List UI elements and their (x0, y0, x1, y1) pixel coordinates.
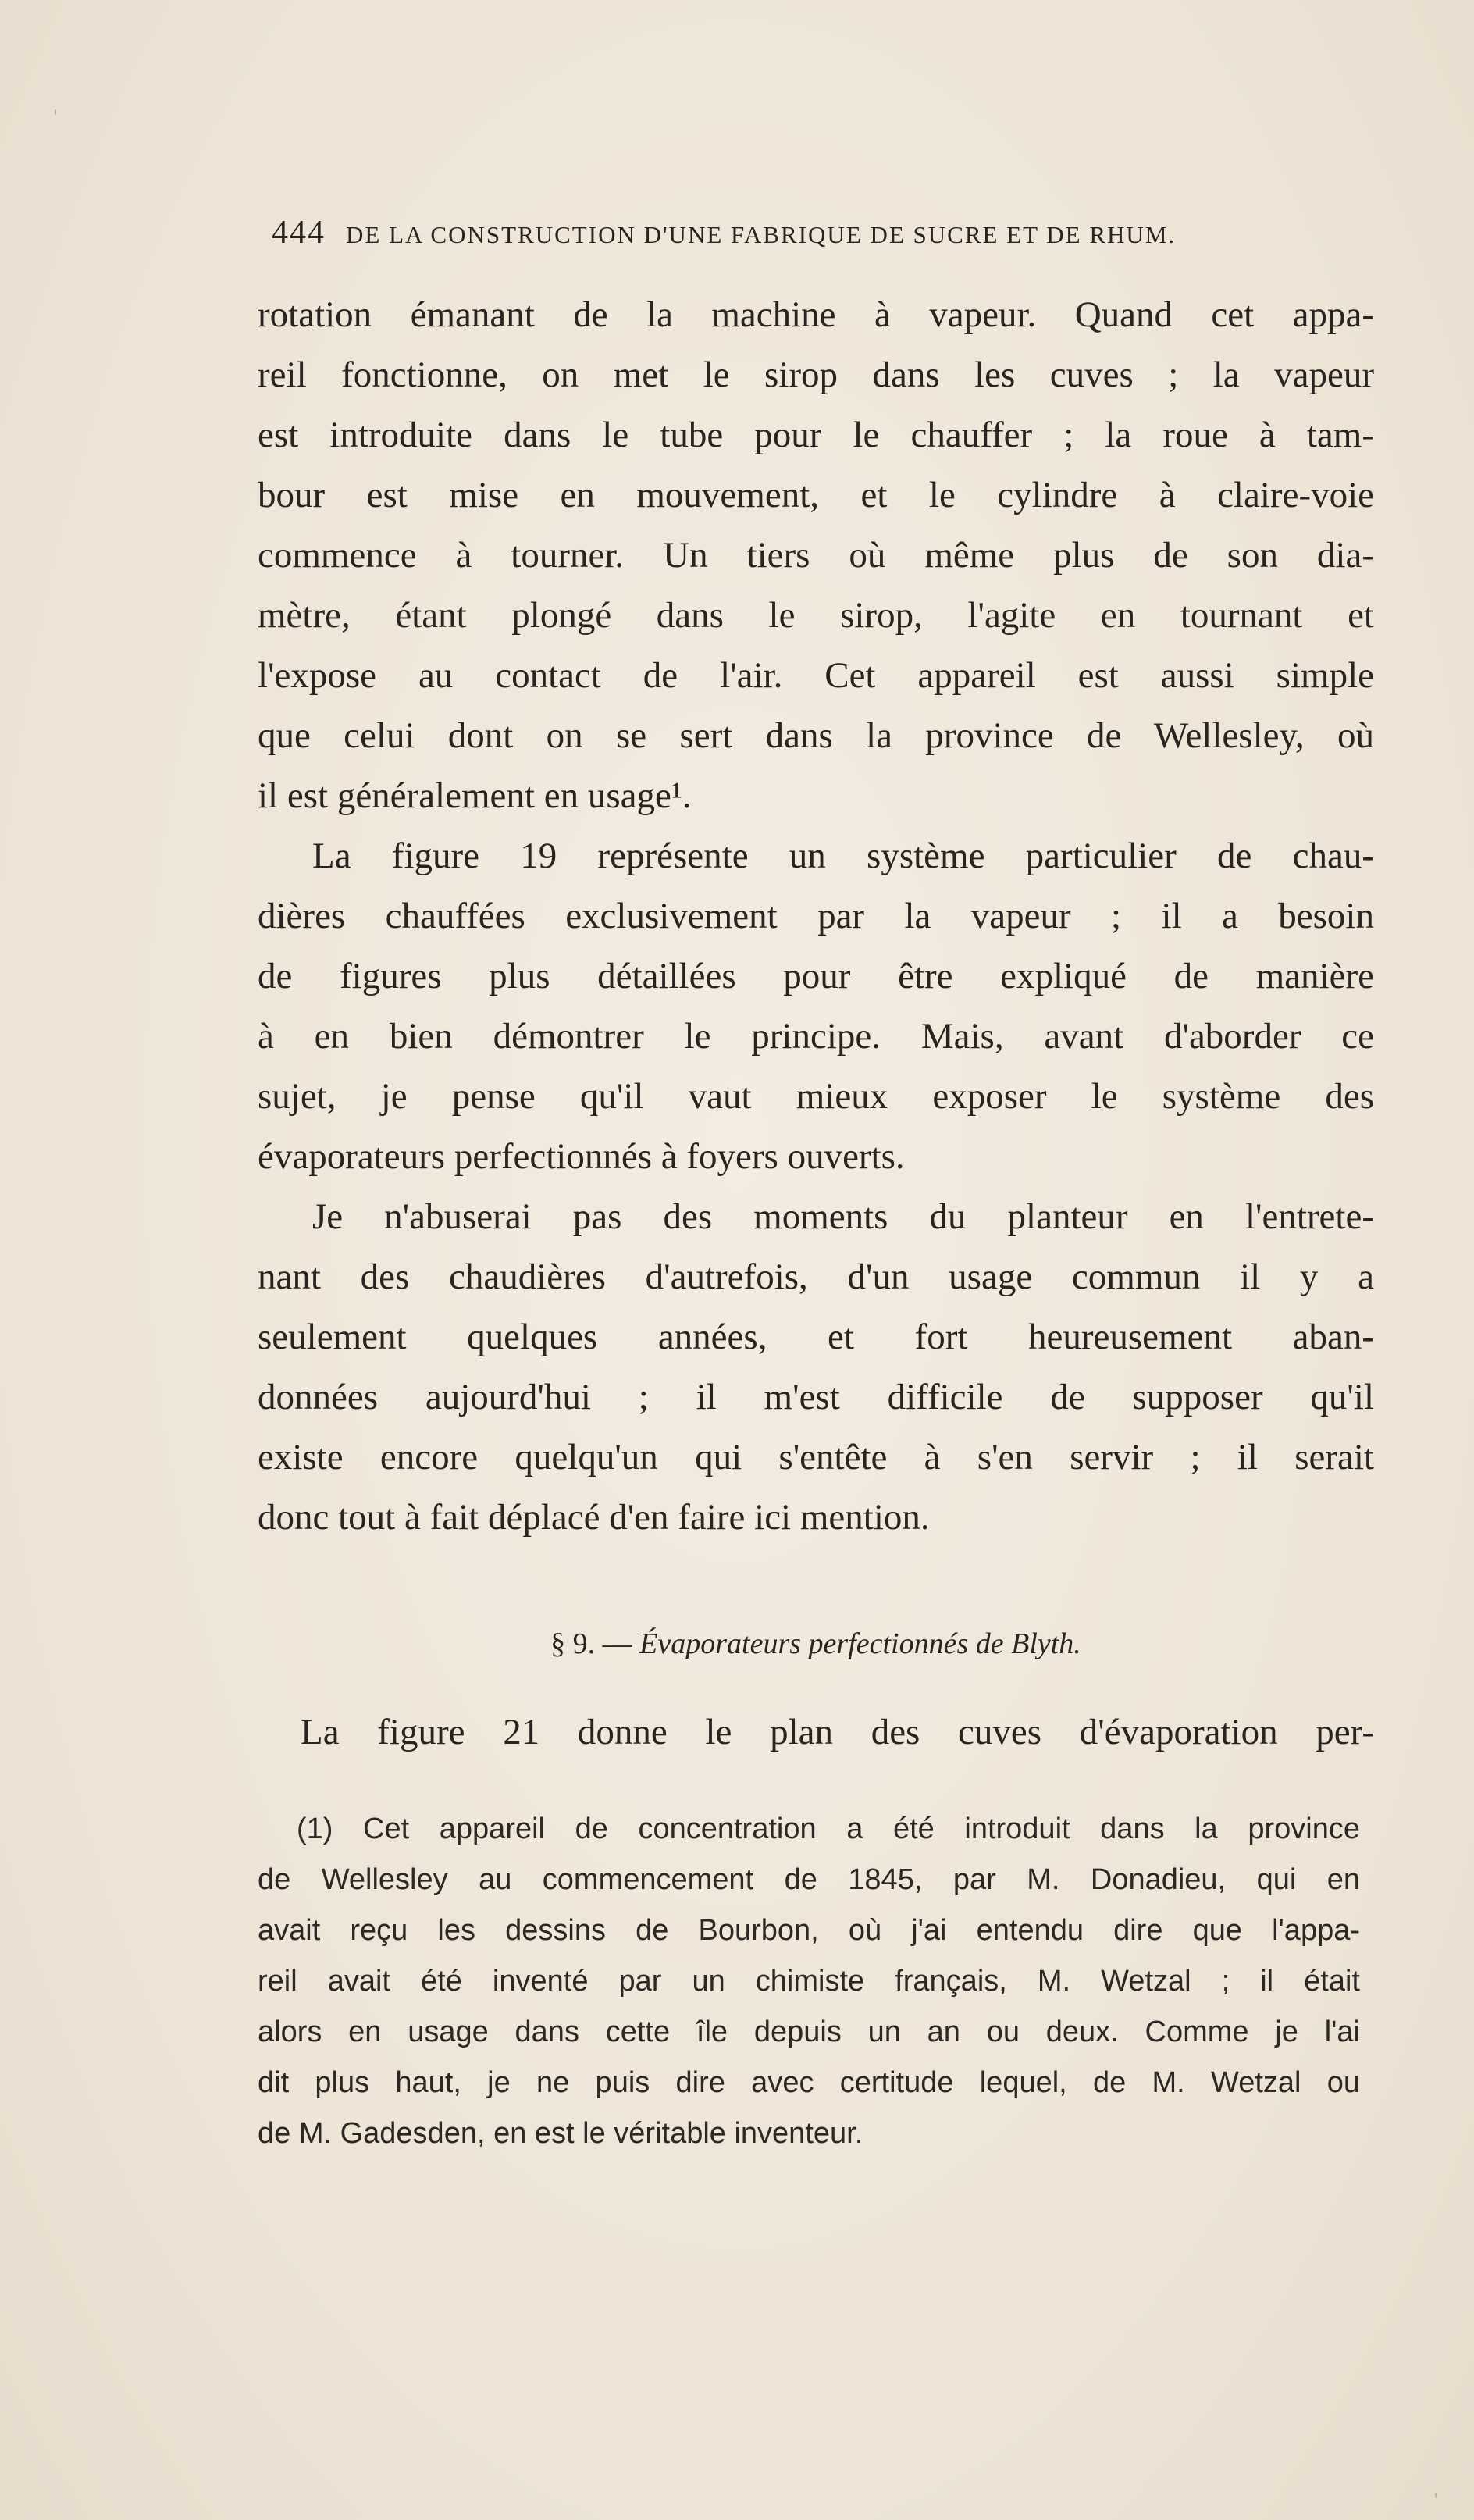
footnote-line: (1) Cet appareil de concentration a été introduit dans la province (297, 1812, 1360, 1845)
text-line: est introduite dans le tube pour le chauffer ; la roue à tam- (258, 415, 1374, 455)
text-line: existe encore quelqu'un qui s'entête à s'en servir ; il serait (258, 1437, 1374, 1477)
paper-speck: ' (1433, 2491, 1439, 2511)
footnote-line: dit plus haut, je ne puis dire avec certitude lequel, de M. Wetzal ou (258, 2066, 1360, 2099)
section-text (258, 1702, 1374, 1763)
text-line: il est généralement en usage¹. (258, 775, 692, 816)
text-line: l'expose au contact de l'air. Cet appareil est aussi simple (258, 655, 1374, 696)
footnote-line: de Wellesley au commencement de 1845, par M. Donadieu, qui en (258, 1863, 1360, 1896)
paragraph-start-line: La figure 21 donne le plan des cuves d'évaporation per- (301, 1712, 1374, 1752)
paper-speck: ' (53, 108, 59, 127)
footnote-line: alors en usage dans cette île depuis un an ou deux. Comme je l'ai (258, 2016, 1360, 2048)
footnote (258, 1804, 1360, 2159)
text-line: seulement quelques années, et fort heureusement aban- (258, 1317, 1374, 1357)
text-line: évaporateurs perfectionnés à foyers ouverts. (258, 1136, 905, 1177)
section-heading (258, 1616, 1374, 1671)
footnote-line: reil avait été inventé par un chimiste français, M. Wetzal ; il était (258, 1965, 1360, 1998)
footnote-line: de M. Gadesden, en est le véritable inventeur. (258, 2117, 863, 2150)
text-line: reil fonctionne, on met le sirop dans les cuves ; la vapeur (258, 355, 1374, 395)
text-line: que celui dont on se sert dans la province de Wellesley, où (258, 715, 1374, 756)
text-line: de figures plus détaillées pour être expliqué de manière (258, 956, 1374, 996)
text-line: données aujourd'hui ; il m'est difficile de supposer qu'il (258, 1377, 1374, 1417)
main-text (258, 285, 1374, 1548)
text-line: bour est mise en mouvement, et le cylindre à claire-voie (258, 475, 1374, 515)
running-header (272, 214, 1380, 261)
paragraph-start-line: Je n'abuserai pas des moments du planteur en l'entrete- (312, 1196, 1374, 1237)
text-line: commence à tourner. Un tiers où même plus de son dia- (258, 535, 1374, 576)
text-line: donc tout à fait déplacé d'en faire ici mention. (258, 1497, 930, 1538)
text-line: mètre, étant plongé dans le sirop, l'agite en tournant et (258, 595, 1374, 636)
paragraph-start-line: La figure 19 représente un système particulier de chau- (312, 836, 1374, 876)
page-number: 444 (272, 215, 326, 251)
text-line: rotation émanant de la machine à vapeur. Quand cet appa- (258, 294, 1374, 335)
text-line: à en bien démontrer le principe. Mais, avant d'aborder ce (258, 1016, 1374, 1057)
section-number: § 9. — (550, 1627, 640, 1660)
text-line: sujet, je pense qu'il vaut mieux exposer le système des (258, 1076, 1374, 1117)
text-line: nant des chaudières d'autrefois, d'un usage commun il y a (258, 1256, 1374, 1297)
text-line: dières chauffées exclusivement par la vapeur ; il a besoin (258, 896, 1374, 936)
running-title: DE LA CONSTRUCTION D'UNE FABRIQUE DE SUCRE ET DE RHUM. (346, 221, 1177, 248)
footnote-line: avait reçu les dessins de Bourbon, où j'ai entendu dire que l'appa- (258, 1914, 1360, 1947)
section-title: Évaporateurs perfectionnés de Blyth. (639, 1627, 1081, 1660)
